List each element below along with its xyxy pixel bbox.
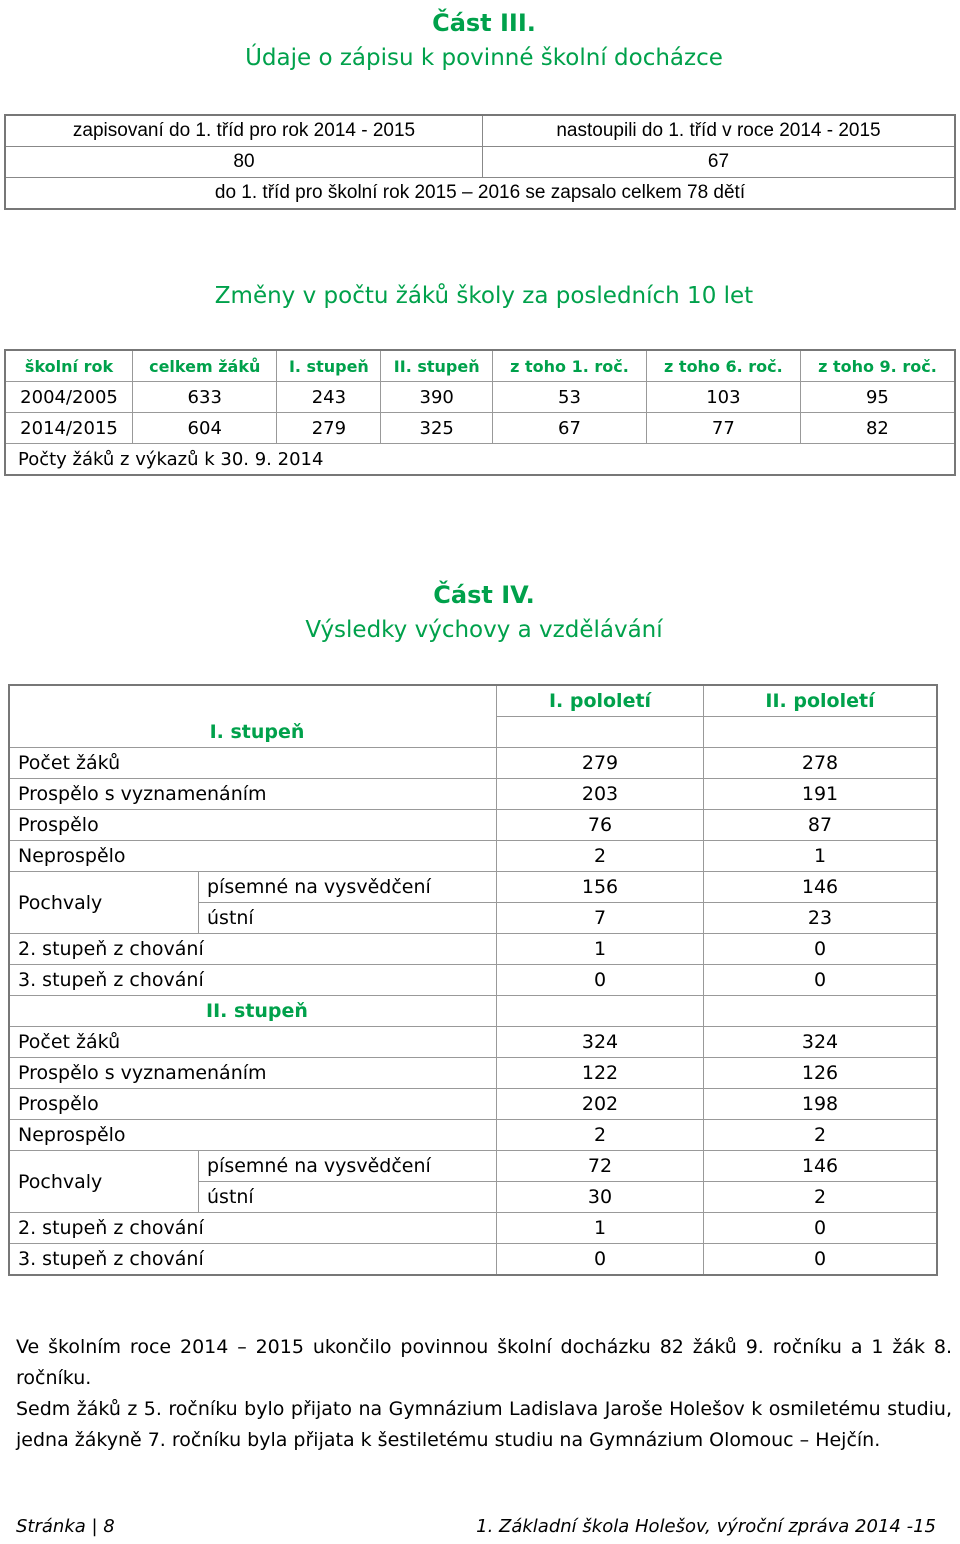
table-row [5,413,955,444]
row-value: 122 [497,1058,704,1089]
row-value: 278 [704,748,938,779]
changes-title: Změny v počtu žáků školy za posledních 10 let [214,283,754,309]
table-cell: 325 [381,413,493,444]
table-cell: 2014/2015 [5,413,133,444]
table-cell: 95 [800,382,955,413]
table-row [9,872,937,903]
table-row [9,1058,937,1089]
row-value: 0 [704,965,938,996]
changes-header: školní rok [5,350,133,382]
table-cell: 633 [133,382,277,413]
changes-header: celkem žáků [133,350,277,382]
table-row [9,1244,937,1276]
row-label: Pochvaly [9,872,199,934]
row-value: 30 [497,1182,704,1213]
results-h2: II. pololetí [704,685,938,717]
table-row [9,748,937,779]
row-value: 7 [497,903,704,934]
row-value: 87 [704,810,938,841]
changes-header: z toho 6. roč. [646,350,800,382]
row-value: 72 [497,1151,704,1182]
row-label: Počet žáků [9,748,497,779]
footer-doc-title: 1. Základní škola Holešov, výroční zpráva 2014 -15 [476,1516,936,1537]
table-row [5,382,955,413]
enrolment-col1-header: zapisovaní do 1. tříd pro rok 2014 - 2015 [5,115,483,147]
row-value: 23 [704,903,938,934]
row-label: písemné na vysvědčení [199,872,497,903]
row-value: 279 [497,748,704,779]
row-value: 156 [497,872,704,903]
table-row [9,779,937,810]
changes-table [4,349,956,476]
paragraph-graduates: Ve školním roce 2014 – 2015 ukončilo povinnou školní docházku 82 žáků 9. ročníku a 1 žák 8. ročníku. [16,1336,952,1389]
changes-header: z toho 9. roč. [800,350,955,382]
table-cell: 390 [381,382,493,413]
table-cell: 2004/2005 [5,382,133,413]
enrolment-col1-value: 80 [5,147,483,178]
table-cell: 604 [133,413,277,444]
table-row [9,841,937,872]
table-row [9,1151,937,1182]
section-label-stupen1: I. stupeň [9,717,497,748]
part3-subtitle: Údaje o zápisu k povinné školní docházce [245,45,723,71]
row-value: 1 [497,1213,704,1244]
changes-header: I. stupeň [277,350,381,382]
table-cell: 82 [800,413,955,444]
row-label: Neprospělo [9,841,497,872]
row-value: 1 [497,934,704,965]
changes-header: II. stupeň [381,350,493,382]
enrolment-table [4,114,956,210]
row-value: 0 [704,1213,938,1244]
changes-header: z toho 1. roč. [493,350,647,382]
row-label: 3. stupeň z chování [9,965,497,996]
table-cell: 243 [277,382,381,413]
table-row [9,1213,937,1244]
row-value: 126 [704,1058,938,1089]
enrolment-col2-value: 67 [483,147,956,178]
table-row [9,1120,937,1151]
table-cell: 77 [646,413,800,444]
enrolment-summary: do 1. tříd pro školní rok 2015 – 2016 se zapsalo celkem 78 dětí [5,178,955,210]
row-label: Pochvaly [9,1151,199,1213]
table-cell: 103 [646,382,800,413]
row-label: Počet žáků [9,1027,497,1058]
row-value: 2 [704,1182,938,1213]
results-blank [9,685,497,717]
row-value: 0 [497,965,704,996]
results-h1: I. pololetí [497,685,704,717]
footer-page-label: Stránka | 8 [16,1516,115,1537]
row-label: 2. stupeň z chování [9,934,497,965]
row-value: 203 [497,779,704,810]
table-row [9,965,937,996]
row-value: 2 [497,1120,704,1151]
row-value: 191 [704,779,938,810]
row-label: ústní [199,903,497,934]
results-table [8,684,938,1276]
row-value: 2 [497,841,704,872]
part4-title: Část IV. [433,581,535,609]
part4-subtitle: Výsledky výchovy a vzdělávání [305,617,663,643]
row-value: 0 [497,1244,704,1276]
row-value: 324 [497,1027,704,1058]
table-cell: 279 [277,413,381,444]
table-row [9,934,937,965]
row-label: ústní [199,1182,497,1213]
enrolment-col2-header: nastoupili do 1. tříd v roce 2014 - 2015 [483,115,956,147]
row-label: Neprospělo [9,1120,497,1151]
table-cell: 53 [493,382,647,413]
row-label: Prospělo s vyznamenáním [9,779,497,810]
section-label-stupen2: II. stupeň [9,996,497,1027]
row-value: 0 [704,1244,938,1276]
row-value: 1 [704,841,938,872]
row-value: 76 [497,810,704,841]
row-value: 324 [704,1027,938,1058]
table-cell: 67 [493,413,647,444]
row-label: Prospělo [9,1089,497,1120]
row-label: písemné na vysvědčení [199,1151,497,1182]
part3-title: Část III. [432,9,536,37]
row-value: 146 [704,1151,938,1182]
row-label: Prospělo [9,810,497,841]
row-value: 0 [704,934,938,965]
row-value: 202 [497,1089,704,1120]
row-value: 198 [704,1089,938,1120]
row-label: Prospělo s vyznamenáním [9,1058,497,1089]
row-label: 2. stupeň z chování [9,1213,497,1244]
table-row [9,810,937,841]
row-value: 2 [704,1120,938,1151]
changes-note: Počty žáků z výkazů k 30. 9. 2014 [18,448,324,470]
table-row [9,1027,937,1058]
row-value: 146 [704,872,938,903]
paragraph-gymnasium: Sedm žáků z 5. ročníku bylo přijato na Gymnázium Ladislava Jaroše Holešov k osmiletému studiu, jedna žákyně 7. ročníku byla přijata k šestiletému studiu na Gymnázium Olomouc – Hejčín. [16,1398,952,1451]
table-row [9,1089,937,1120]
row-label: 3. stupeň z chování [9,1244,497,1276]
